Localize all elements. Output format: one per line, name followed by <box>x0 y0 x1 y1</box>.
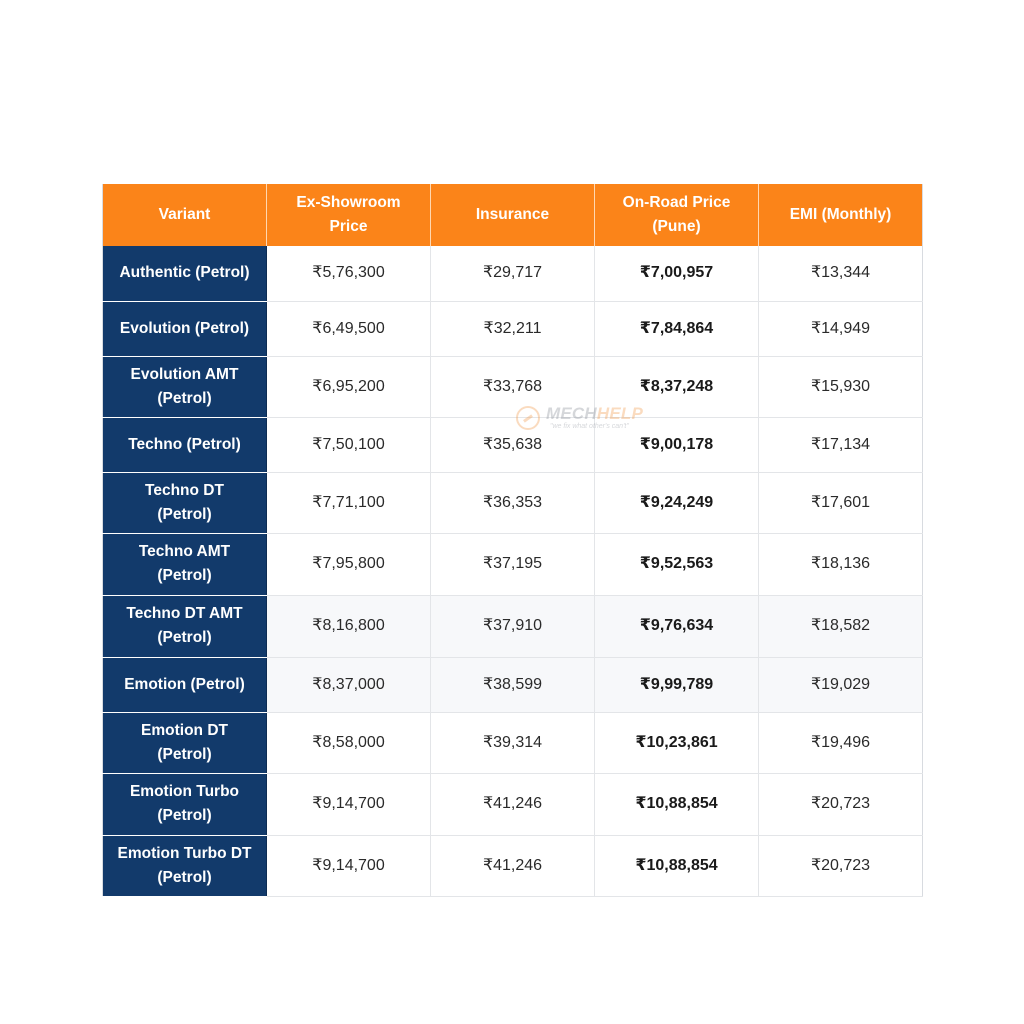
insurance-cell: ₹39,314 <box>431 712 595 773</box>
watermark-brand: MECHHELP <box>546 404 643 423</box>
variant-price-table <box>102 184 923 897</box>
table-row <box>103 246 923 301</box>
emi-cell: ₹17,134 <box>759 417 923 472</box>
emi-cell: ₹20,723 <box>759 773 923 835</box>
variant-cell: Evolution AMT (Petrol) <box>103 356 267 417</box>
ex-showroom-cell: ₹9,14,700 <box>267 773 431 835</box>
table-row <box>103 835 923 896</box>
variant-cell: Emotion Turbo DT (Petrol) <box>103 835 267 896</box>
emi-cell: ₹18,136 <box>759 533 923 595</box>
table-row <box>103 712 923 773</box>
emi-cell: ₹19,496 <box>759 712 923 773</box>
insurance-cell: ₹38,599 <box>431 657 595 712</box>
on-road-cell: ₹10,88,854 <box>595 773 759 835</box>
variant-cell: Emotion DT (Petrol) <box>103 712 267 773</box>
on-road-cell: ₹8,37,248 <box>595 356 759 417</box>
ex-showroom-cell: ₹8,58,000 <box>267 712 431 773</box>
ex-showroom-cell: ₹7,95,800 <box>267 533 431 595</box>
insurance-cell: ₹41,246 <box>431 835 595 896</box>
emi-cell: ₹20,723 <box>759 835 923 896</box>
emi-cell: ₹14,949 <box>759 301 923 356</box>
table-header-row <box>103 184 923 246</box>
variant-cell: Emotion Turbo (Petrol) <box>103 773 267 835</box>
table-row <box>103 356 923 417</box>
on-road-cell: ₹10,88,854 <box>595 835 759 896</box>
insurance-cell: ₹37,195 <box>431 533 595 595</box>
on-road-cell: ₹9,52,563 <box>595 533 759 595</box>
ex-showroom-cell: ₹9,14,700 <box>267 835 431 896</box>
on-road-cell: ₹7,84,864 <box>595 301 759 356</box>
on-road-cell: ₹10,23,861 <box>595 712 759 773</box>
ex-showroom-cell: ₹7,50,100 <box>267 417 431 472</box>
insurance-cell: ₹33,768 <box>431 356 595 417</box>
header-variant: Variant <box>103 184 267 246</box>
emi-cell: ₹15,930 <box>759 356 923 417</box>
emi-cell: ₹17,601 <box>759 472 923 533</box>
header-insurance: Insurance <box>431 184 595 246</box>
ex-showroom-cell: ₹8,37,000 <box>267 657 431 712</box>
variant-cell: Authentic (Petrol) <box>103 246 267 301</box>
table-row <box>103 301 923 356</box>
table-row <box>103 773 923 835</box>
insurance-cell: ₹32,211 <box>431 301 595 356</box>
on-road-cell: ₹9,24,249 <box>595 472 759 533</box>
header-ex-showroom: Ex-Showroom Price <box>267 184 431 246</box>
insurance-cell: ₹29,717 <box>431 246 595 301</box>
variant-cell: Techno DT (Petrol) <box>103 472 267 533</box>
table-row <box>103 657 923 712</box>
ex-showroom-cell: ₹8,16,800 <box>267 595 431 657</box>
header-on-road: On-Road Price (Pune) <box>595 184 759 246</box>
table-row <box>103 472 923 533</box>
on-road-cell: ₹9,99,789 <box>595 657 759 712</box>
insurance-cell: ₹41,246 <box>431 773 595 835</box>
table-row <box>103 533 923 595</box>
header-emi: EMI (Monthly) <box>759 184 923 246</box>
insurance-cell: ₹37,910 <box>431 595 595 657</box>
watermark-tagline: "we fix what other's can't" <box>550 423 629 430</box>
ex-showroom-cell: ₹6,95,200 <box>267 356 431 417</box>
emi-cell: ₹13,344 <box>759 246 923 301</box>
variant-cell: Techno AMT (Petrol) <box>103 533 267 595</box>
variant-cell: Evolution (Petrol) <box>103 301 267 356</box>
table-row <box>103 595 923 657</box>
variant-cell: Techno DT AMT (Petrol) <box>103 595 267 657</box>
on-road-cell: ₹9,00,178 <box>595 417 759 472</box>
on-road-cell: ₹9,76,634 <box>595 595 759 657</box>
ex-showroom-cell: ₹7,71,100 <box>267 472 431 533</box>
variant-cell: Techno (Petrol) <box>103 417 267 472</box>
insurance-cell: ₹35,638 <box>431 417 595 472</box>
table-row <box>103 417 923 472</box>
insurance-cell: ₹36,353 <box>431 472 595 533</box>
ex-showroom-cell: ₹5,76,300 <box>267 246 431 301</box>
emi-cell: ₹18,582 <box>759 595 923 657</box>
on-road-cell: ₹7,00,957 <box>595 246 759 301</box>
variant-cell: Emotion (Petrol) <box>103 657 267 712</box>
emi-cell: ₹19,029 <box>759 657 923 712</box>
ex-showroom-cell: ₹6,49,500 <box>267 301 431 356</box>
